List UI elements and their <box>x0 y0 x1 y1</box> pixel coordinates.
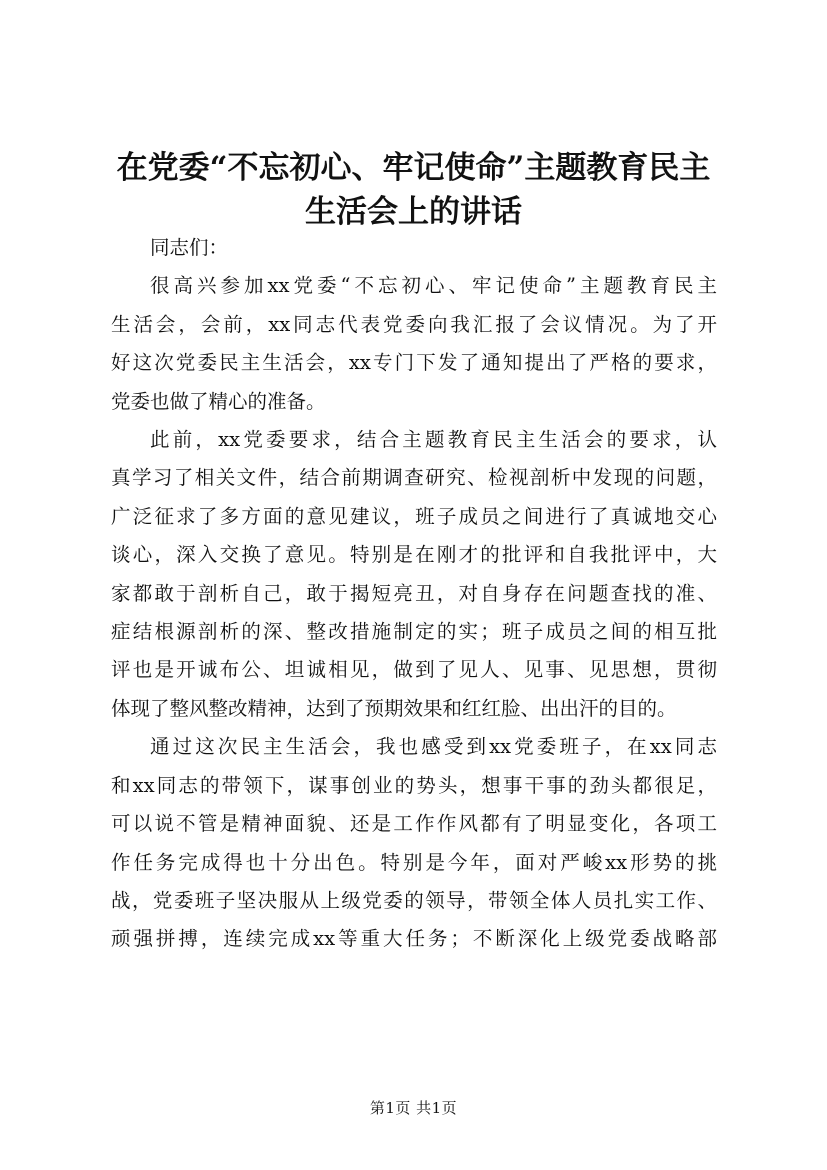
page-footer: 第1页 共1页 <box>369 1099 458 1117</box>
paragraph-line: 谈心，深入交换了意见。特别是在刚才的批评和自我批评中，大 <box>111 543 717 567</box>
paragraph-line: 好这次党委民主生活会，xx专门下发了通知提出了严格的要求， <box>111 351 717 375</box>
paragraph-line: 症结根源剖析的深、整改措施制定的实；班子成员之间的相互批 <box>111 620 717 644</box>
paragraph-line: 广泛征求了多方面的意见建议，班子成员之间进行了真诚地交心 <box>111 504 717 528</box>
paragraph-2 <box>111 421 717 728</box>
paragraph-line: 作任务完成得也十分出色。特别是今年，面对严峻xx形势的挑 <box>111 850 717 874</box>
paragraph-line: 生活会，会前，xx同志代表党委向我汇报了会议情况。为了开 <box>111 312 717 336</box>
paragraph-line: 体现了整风整改精神，达到了预期效果和红红脸、出出汗的目的。 <box>111 696 677 720</box>
document-title <box>100 146 727 234</box>
paragraph-line: 通过这次民主生活会，我也感受到xx党委班子，在xx同志 <box>150 735 717 759</box>
paragraph-line: 顽强拼搏，连续完成xx等重大任务；不断深化上级党委战略部 <box>111 927 717 951</box>
paragraph-line: 家都敢于剖析自己，敢于揭短亮丑，对自身存在问题查找的准、 <box>111 581 717 605</box>
paragraph-line: 战，党委班子坚决服从上级党委的领导，带领全体人员扎实工作、 <box>111 888 717 912</box>
document-body <box>111 229 717 959</box>
paragraph-3 <box>111 728 717 958</box>
paragraph-line: 很高兴参加xx党委“不忘初心、牢记使命”主题教育民主 <box>150 274 717 298</box>
paragraph-line: 党委也做了精心的准备。 <box>111 389 326 413</box>
paragraph-line: 评也是开诚布公、坦诚相见，做到了见人、见事、见思想，贯彻 <box>111 658 717 682</box>
paragraph-line: 和xx同志的带领下，谋事创业的势头，想事干事的劲头都很足， <box>111 773 717 797</box>
paragraph-line: 可以说不管是精神面貌、还是工作作风都有了明显变化，各项工 <box>111 812 717 836</box>
salutation-text: 同志们： <box>150 236 229 259</box>
paragraph-line: 此前，xx党委要求，结合主题教育民主生活会的要求，认 <box>150 428 717 452</box>
title-line: 生活会上的讲话 <box>305 194 522 230</box>
paragraph-line: 真学习了相关文件，结合前期调查研究、检视剖析中发现的问题， <box>111 466 717 490</box>
paragraph-1 <box>111 267 717 421</box>
title-line: 在党委“不忘初心、牢记使命”主题教育民主 <box>116 150 711 186</box>
salutation <box>111 229 717 267</box>
